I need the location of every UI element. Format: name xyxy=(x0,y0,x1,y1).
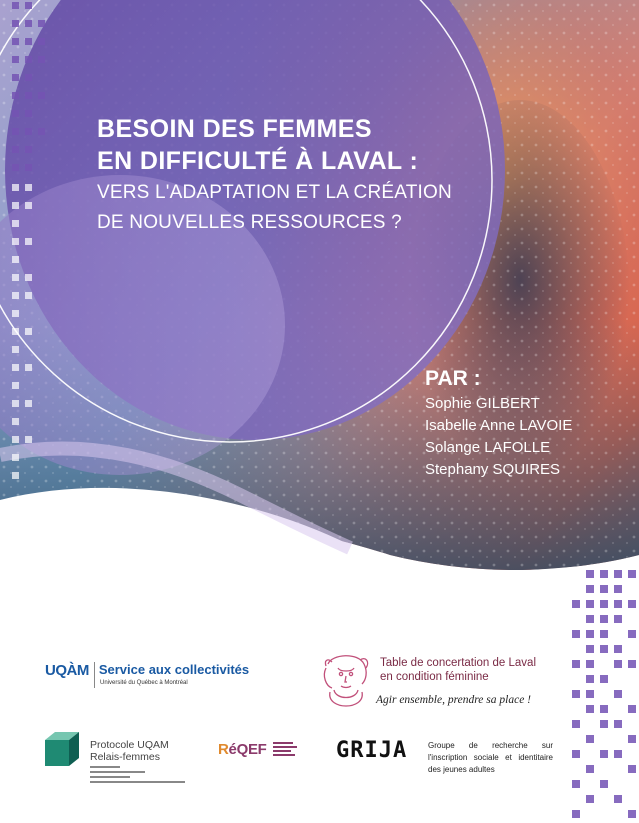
uqam-university-label: Université du Québec à Montréal xyxy=(100,680,188,686)
protocole-label: Protocole UQAM Relais-femmes xyxy=(90,739,169,763)
tcl-face-icon xyxy=(318,650,374,708)
author-name: Sophie GILBERT xyxy=(425,395,540,412)
grija-wordmark: GRIJA xyxy=(336,738,408,763)
divider xyxy=(94,662,95,688)
author-name: Solange LAFOLLE xyxy=(425,439,551,456)
grija-description: Groupe de recherche sur l'inscription sociale et identitaire des jeunes adultes xyxy=(428,741,553,774)
authors-label: PAR : xyxy=(425,367,481,390)
uqam-service-label: Service aux collectivités xyxy=(98,662,250,677)
uqam-wordmark: UQÀM xyxy=(45,662,89,679)
authors-block xyxy=(425,367,572,481)
protocole-fine-print xyxy=(90,766,185,786)
report-title xyxy=(97,113,517,237)
subtitle-line-1: VERS L'ADAPTATION ET LA CRÉATION xyxy=(97,182,452,203)
author-name: Isabelle Anne LAVOIE xyxy=(425,417,573,434)
subtitle-line-2: DE NOUVELLES RESSOURCES ? xyxy=(97,212,402,233)
reqef-fine-print xyxy=(273,741,299,757)
uqam-logo xyxy=(45,662,249,688)
reqef-logo-rest: éQEF xyxy=(228,741,267,758)
grija-logo xyxy=(336,738,553,774)
title-line-2: EN DIFFICULTÉ À LAVAL : xyxy=(97,147,419,175)
tcl-slogan: Agir ensemble, prendre sa place ! xyxy=(376,694,531,706)
title-line-1: BESOIN DES FEMMES xyxy=(97,115,372,143)
reqef-logo xyxy=(218,741,299,759)
author-name: Stephany SQUIRES xyxy=(425,461,561,478)
reqef-logo-r: R xyxy=(218,741,229,758)
tcl-logo xyxy=(318,650,548,720)
protocole-cube-icon xyxy=(45,732,81,766)
tcl-name: Table de concertation de Laval en condition féminine xyxy=(380,657,536,683)
